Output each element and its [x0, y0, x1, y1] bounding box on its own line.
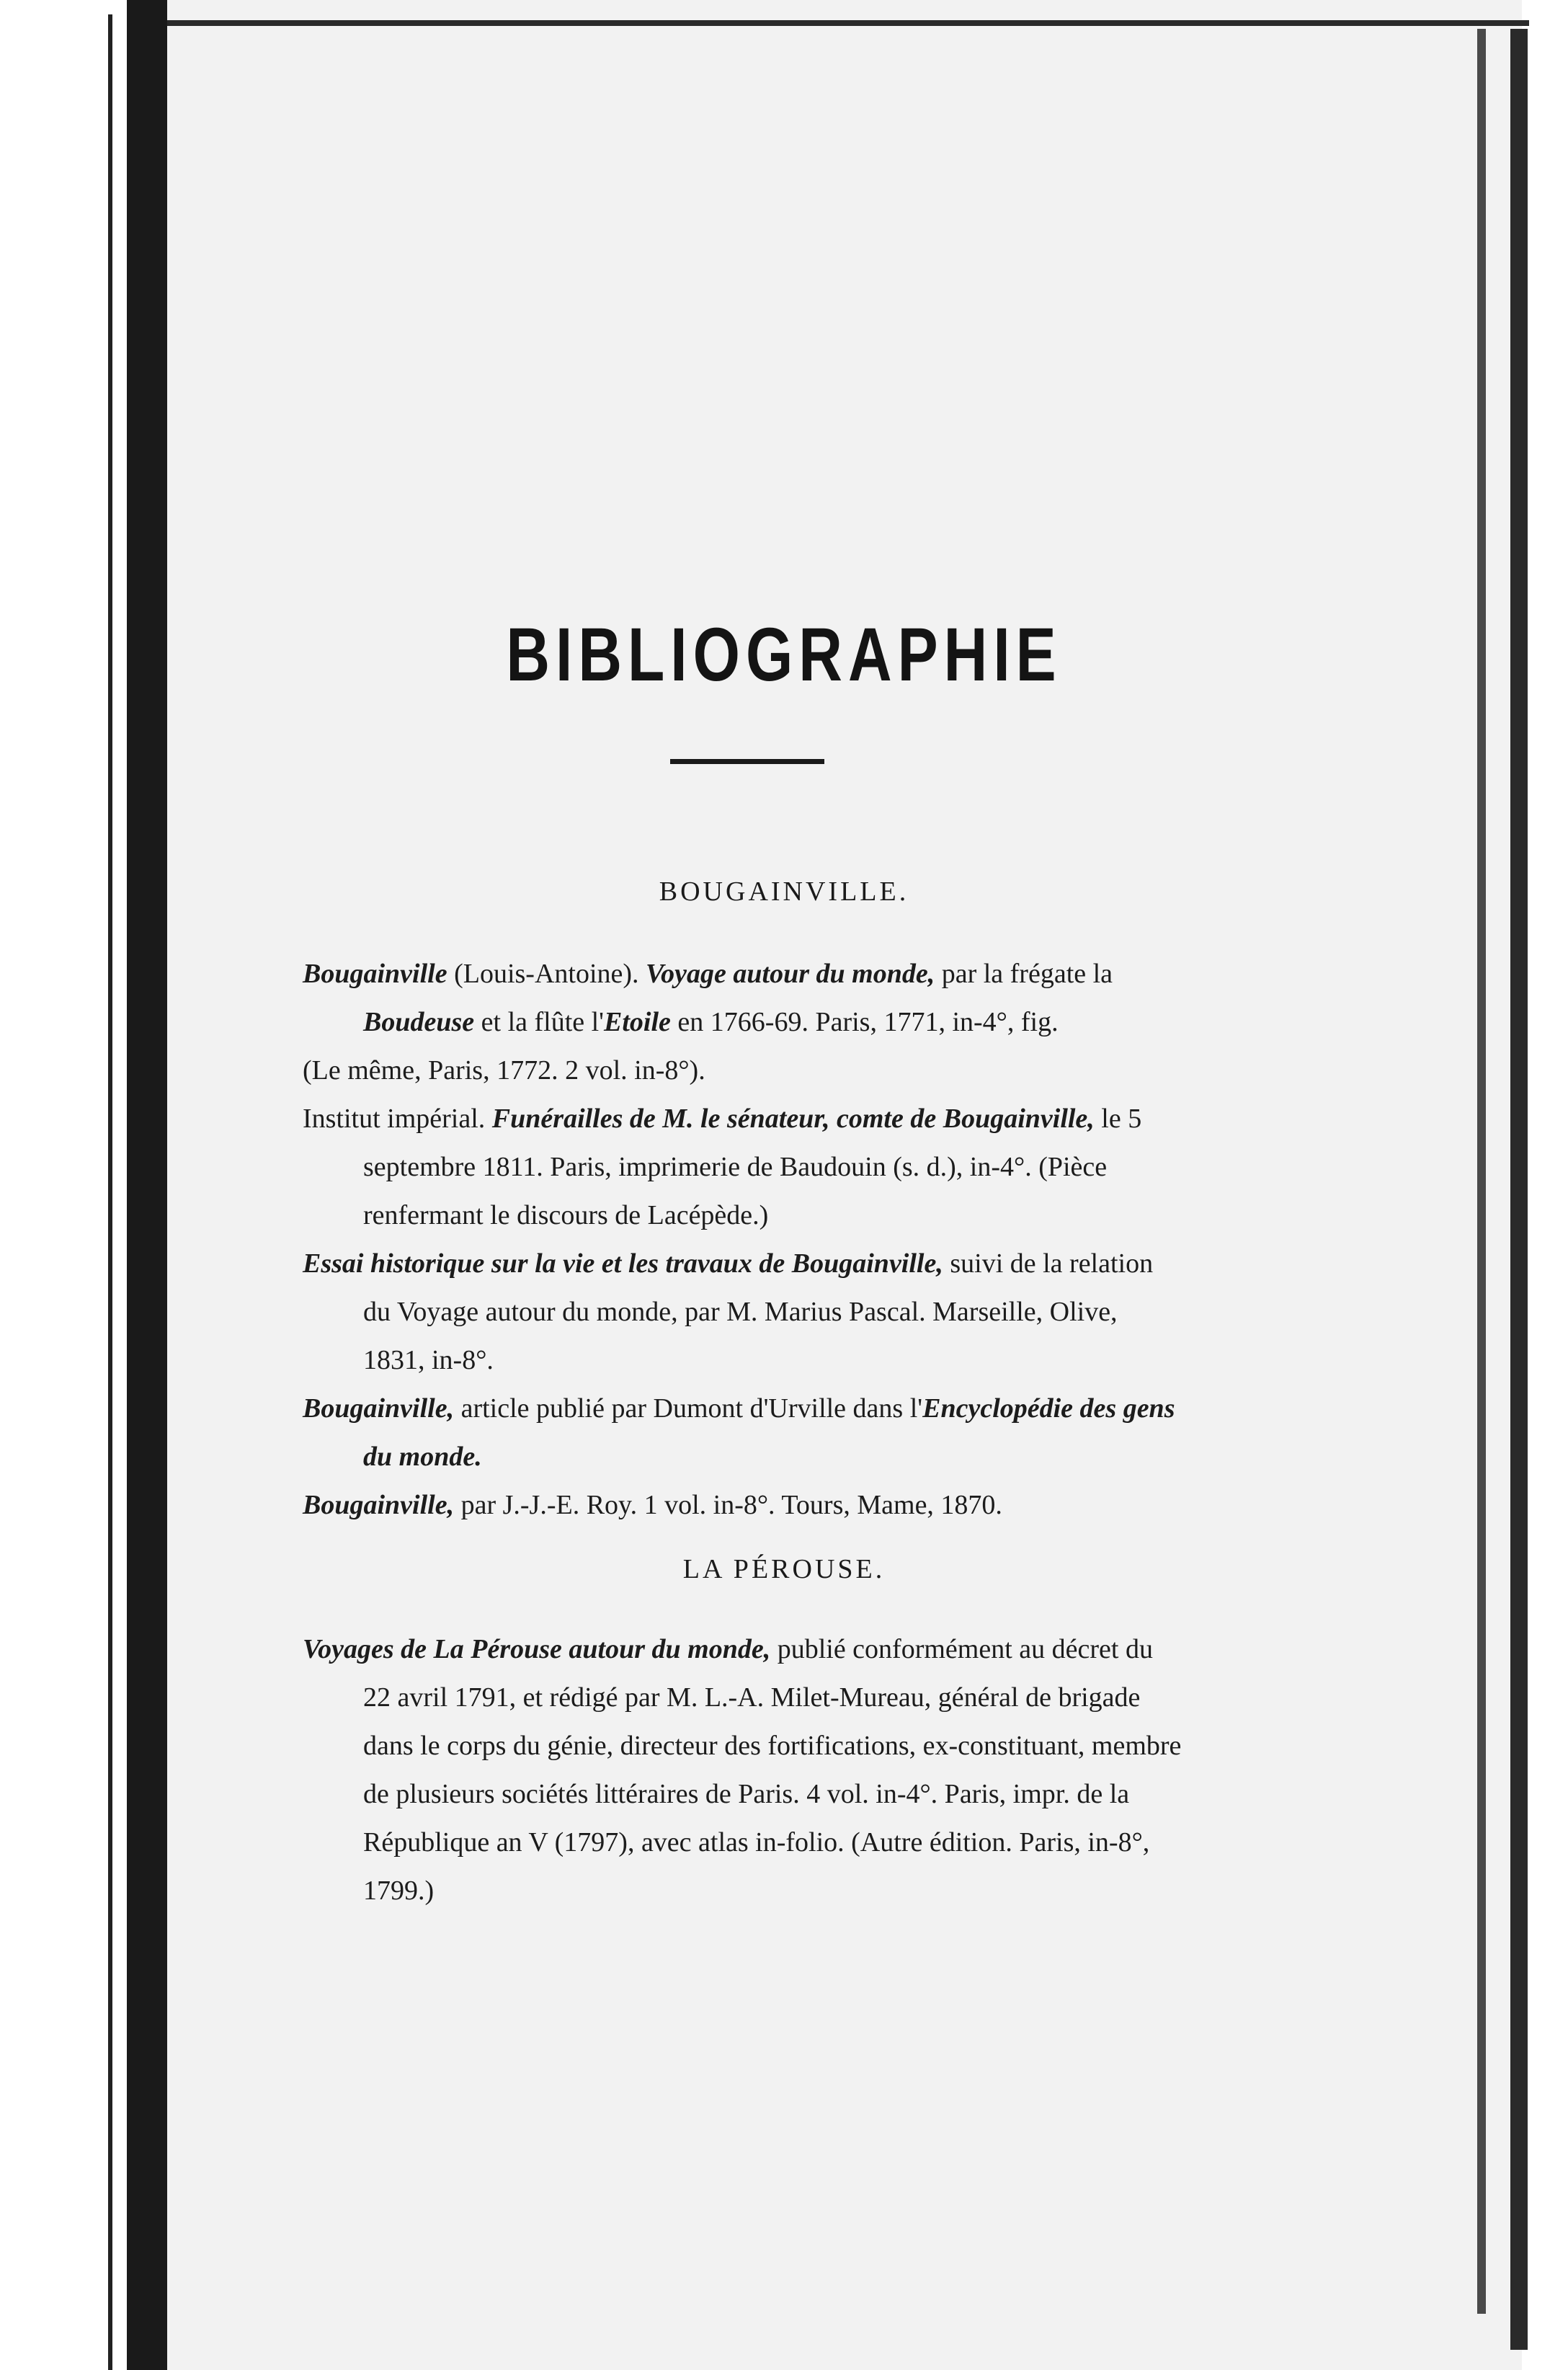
title-rule [670, 759, 824, 764]
italic-title-text: Boudeuse [363, 1007, 475, 1037]
bibliography-entry [303, 1481, 1182, 1530]
entry-text: par J.-J.-E. Roy. 1 vol. in-8°. Tours, Mame, 1870. [454, 1490, 1002, 1520]
page-right-edge [1510, 29, 1528, 2350]
entry-text: Institut impérial. [303, 1104, 492, 1134]
scan-left-margin [0, 0, 117, 2370]
book-binding-strip [127, 0, 167, 2370]
italic-title-text: Voyages de La Pérouse autour du monde, [303, 1634, 771, 1664]
page-top-edge [167, 20, 1529, 26]
italic-title-text: Funérailles de M. le sénateur, comte de Bougainville, [491, 1104, 1095, 1134]
entry-text: publié conformément au décret du 22 avril 1791, et rédigé par M. L.-A. Milet-Mureau, général de brigade dans le corps du génie, directeur des fortifications, ex-constituant, membre de plusieurs sociétés littéraires de Paris. 4 vol. in-4°. Paris, impr. de la République an V (1797), avec atlas in-folio. (Autre édition. Paris, in-8°, 1799.) [363, 1634, 1182, 1906]
entry-text: suivi de la relation du Voyage autour du monde, par M. Marius Pascal. Marseille, Olive, 1831, in-8°. [363, 1248, 1154, 1375]
entry-text: et la flûte l' [474, 1007, 605, 1037]
section-heading-bougainville: BOUGAINVILLE. [659, 876, 909, 907]
entry-text: article publié par Dumont d'Urville dans l' [454, 1393, 923, 1424]
italic-title-text: Etoile [604, 1007, 671, 1037]
bibliography-entry [303, 1047, 1182, 1095]
bibliography-entry [303, 950, 1182, 1047]
entry-text: (Le même, Paris, 1772. 2 vol. in-8°). [303, 1055, 705, 1086]
bibliography-entry [303, 1625, 1182, 1915]
entry-text: (Louis-Antoine). [447, 959, 646, 989]
italic-title-text: Bougainville, [303, 1490, 455, 1520]
entries-la-perouse [303, 1625, 1182, 1915]
entry-text: en 1766-69. Paris, 1771, in-4°, fig. [670, 1007, 1059, 1037]
italic-title-text: Bougainville [303, 959, 447, 989]
page-title: BIBLIOGRAPHIE [506, 612, 1062, 697]
page-right-shadow [1477, 29, 1486, 2314]
italic-title-text: Encyclopédie des gens du monde. [363, 1393, 1175, 1472]
section-heading-la-perouse: LA PÉROUSE. [682, 1554, 886, 1584]
entry-text: le 5 septembre 1811. Paris, imprimerie de Baudouin (s. d.), in-4°. (Pièce renfermant le discours de Lacépède.) [363, 1104, 1142, 1230]
bibliography-entry [303, 1385, 1182, 1481]
entries-bougainville [303, 950, 1182, 1530]
bibliography-entry [303, 1095, 1182, 1240]
italic-title-text: Bougainville, [303, 1393, 455, 1424]
italic-title-text: Voyage autour du monde, [646, 959, 935, 989]
entry-text: par la frégate la [935, 959, 1113, 989]
bibliography-entry [303, 1240, 1182, 1385]
scan-left-edge-line [108, 14, 112, 2370]
italic-title-text: Essai historique sur la vie et les travaux de Bougainville, [303, 1248, 943, 1279]
